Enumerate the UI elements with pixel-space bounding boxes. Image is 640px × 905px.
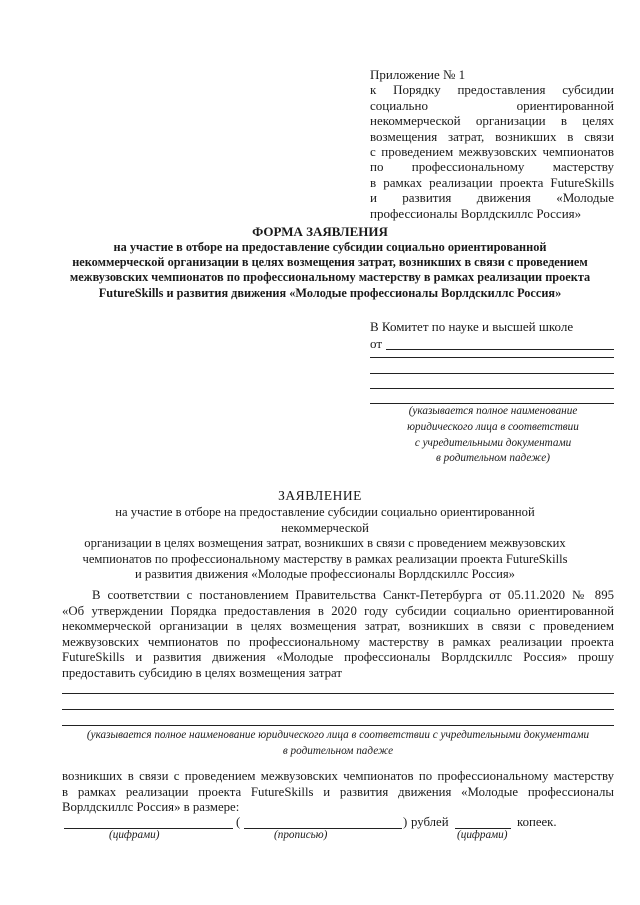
- org-note-line: (указывается полное наименование юридического лица в соответствии с учредительными документами: [86, 729, 590, 741]
- open-paren: (: [236, 815, 241, 829]
- appendix-line: по профессиональному мастерству: [370, 159, 614, 175]
- body-line: В соответствии с постановлением Правительства Санкт-Петербурга от 05.11.2020 № 895: [92, 588, 614, 602]
- appendix-line: в рамках реализации проекта FutureSkills: [370, 174, 614, 190]
- addressee-block: [370, 318, 616, 352]
- appendix-line: к Порядку предоставления субсидии: [370, 82, 614, 98]
- appendix-line: с проведением межвузовских чемпионатов: [370, 144, 614, 160]
- addressee-from-label: от: [370, 336, 383, 351]
- digits-caption-2: (цифрами): [457, 829, 508, 841]
- appendix-line: возмещения затрат, возникших в связи: [370, 128, 614, 144]
- addressee-from-line[interactable]: [386, 349, 614, 350]
- purpose-paragraph: [62, 769, 614, 816]
- addressee-line-2[interactable]: [370, 357, 614, 358]
- addressee-note-line: с учредительными документами: [414, 436, 572, 449]
- addressee-note: [370, 404, 616, 467]
- application-subtitle-line: и развития движения «Молодые профессионалы Ворлдскиллс Россия»: [135, 567, 515, 582]
- purpose-line: в рамках реализации проекта FutureSkills и развития движения «Молодые профессионалы: [62, 784, 614, 799]
- rubles-label: рублей: [411, 815, 449, 829]
- body-line: межвузовских чемпионатов по профессиональному мастерству в рамках реализации проекта: [62, 634, 614, 649]
- org-name-line-2[interactable]: [62, 709, 614, 710]
- body-line: предоставить субсидию в целях возмещения затрат: [62, 665, 342, 680]
- appendix-line: социально ориентированной: [370, 97, 614, 113]
- form-subtitle-line: межвузовских чемпионатов по профессиональному мастерству в рамках реализации проекта: [69, 270, 591, 285]
- amount-row: [62, 815, 622, 853]
- addressee-line-3[interactable]: [370, 373, 614, 374]
- words-caption: (прописью): [274, 829, 328, 841]
- application-subtitle-line: организации в целях возмещения затрат, возникших в связи с проведением межвузовских: [84, 536, 566, 551]
- org-name-line-1[interactable]: [62, 693, 614, 694]
- addressee-line-4[interactable]: [370, 388, 614, 389]
- addressee-from-row: [370, 335, 616, 352]
- application-subtitle-line: на участие в отборе на предоставление субсидии социально ориентированной некоммерческой: [115, 505, 535, 535]
- application-title: ЗАЯВЛЕНИЕ: [278, 488, 362, 503]
- purpose-line: Ворлдскиллс Россия» в размере:: [62, 800, 240, 815]
- appendix-line: Приложение № 1: [370, 67, 466, 82]
- body-line: FutureSkills и развития движения «Молодые профессионалы Ворлдскиллс Россия» прошу: [62, 650, 614, 664]
- body-line: некоммерческой организации в целях возмещения затрат, возникших в связи с проведением: [62, 619, 614, 633]
- form-subtitle-line: на участие в отборе на предоставление субсидии социально ориентированной: [113, 240, 547, 254]
- org-name-note: [62, 728, 614, 759]
- appendix-line: некоммерческой организации в целях: [370, 113, 614, 129]
- addressee-note-line: юридического лица в соответствии: [407, 420, 579, 433]
- org-note-line: в родительном падеже: [282, 744, 394, 757]
- appendix-line: профессионалы Ворлдскиллс Россия»: [370, 205, 582, 221]
- form-subtitle-line: некоммерческой организации в целях возмещения затрат, возникших в связи с проведением: [72, 255, 588, 270]
- appendix-header: [370, 67, 614, 221]
- body-line: «Об утверждении Порядка предоставления в 2020 году субсидии социально ориентированной: [62, 603, 614, 618]
- addressee-note-line: (указывается полное наименование: [408, 405, 578, 417]
- body-paragraph: [62, 588, 614, 681]
- kopecks-label: копеек.: [517, 815, 557, 829]
- form-subtitle-line: FutureSkills и развития движения «Молодые профессионалы Ворлдскиллс Россия»: [98, 285, 562, 300]
- addressee-note-line: в родительном падеже): [436, 452, 550, 465]
- form-title: ФОРМА ЗАЯВЛЕНИЯ: [252, 224, 388, 239]
- form-subtitle: [60, 240, 600, 301]
- application-subtitle: [75, 505, 575, 583]
- application-subtitle-line: чемпионатов по профессиональному мастерству в рамках реализации проекта FutureSkills: [82, 551, 568, 566]
- purpose-line: возникших в связи с проведением межвузовских чемпионатов по профессиональному мастерству: [62, 769, 614, 783]
- org-name-line-3[interactable]: [62, 725, 614, 726]
- digits-caption: (цифрами): [109, 829, 160, 841]
- addressee-to: В Комитет по науке и высшей школе: [370, 319, 574, 334]
- close-paren: ): [403, 815, 408, 829]
- appendix-line: и развития движения «Молодые: [370, 190, 614, 206]
